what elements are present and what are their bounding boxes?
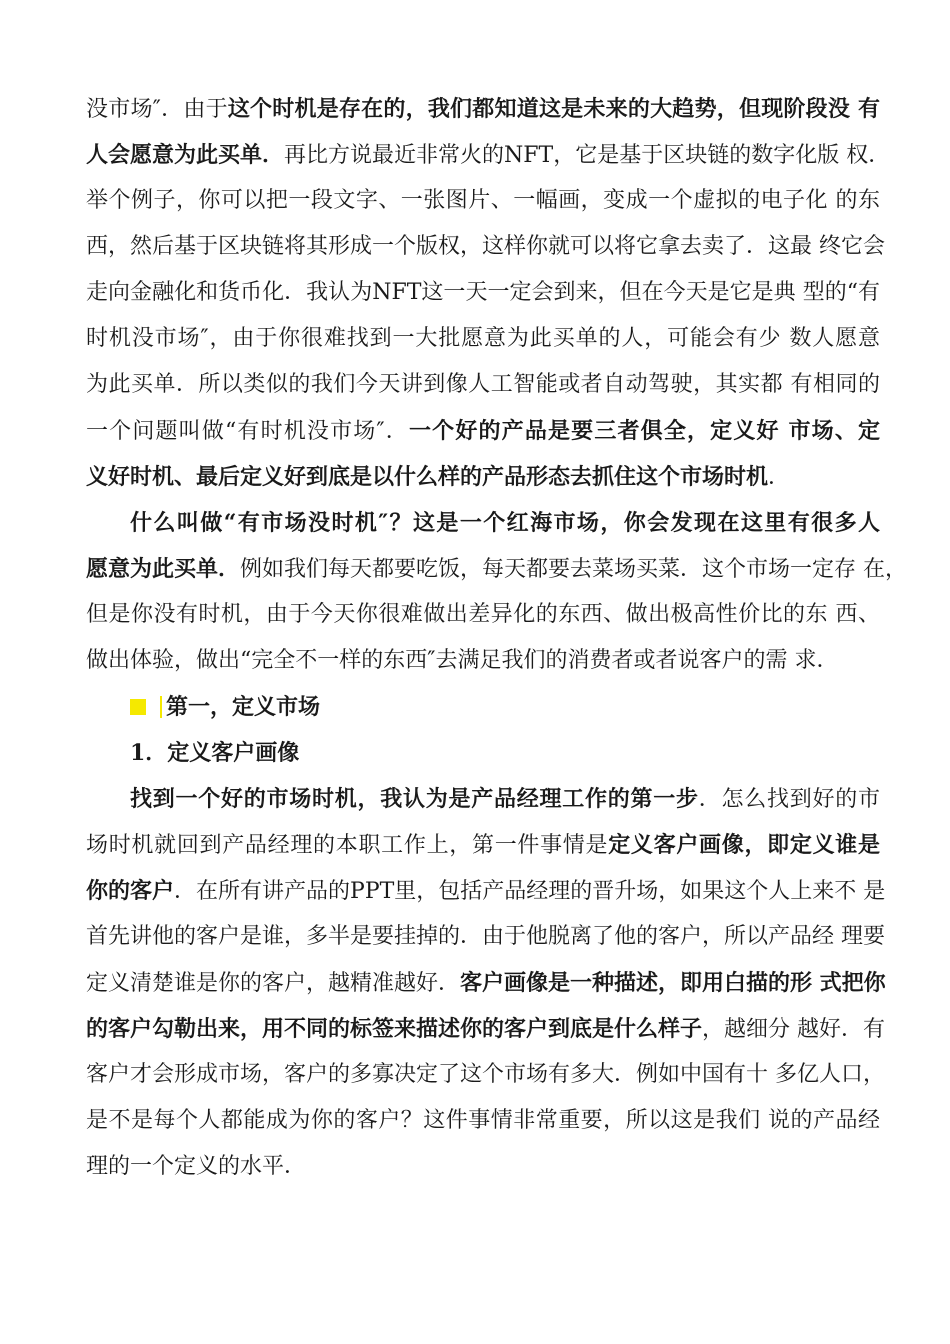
- section-heading-text: 第一，定义市场: [166, 694, 321, 720]
- text-line: 的客户勾勒出来，用不同的标签来描述你的客户到底是什么样子，越细分 越好．有: [86, 1016, 886, 1042]
- yellow-square-icon: [130, 699, 146, 715]
- text-line: 场时机就回到产品经理的本职工作上，第一件事情是定义客户画像，即定义谁是: [86, 832, 880, 858]
- text-line: 时机没市场″，由于你很难找到一大批愿意为此买单的人，可能会有少 数人愿意: [86, 326, 880, 351]
- text-line: 走向金融化和货币化．我认为NFT这一天一定会到来，但在今天是它是典 型的“有: [86, 280, 880, 305]
- text-line: 没市场″．由于这个时机是存在的，我们都知道这是未来的大趋势，但现阶段没 有: [86, 96, 880, 122]
- text-line: 你的客户．在所有讲产品的PPT里，包括产品经理的晋升场，如果这个人上来不 是: [86, 878, 886, 904]
- document-page: [86, 86, 908, 1190]
- yellow-bar-icon: [160, 696, 162, 718]
- text-line: 人会愿意为此买单．再比方说最近非常火的NFT，它是基于区块链的数字化版 权．: [86, 142, 891, 168]
- text-line: 首先讲他的客户是谁，多半是要挂掉的．由于他脱离了他的客户，所以产品经 理要: [86, 924, 885, 949]
- text-line: 客户才会形成市场，客户的多寡决定了这个市场有多大．例如中国有十 多亿人口，: [86, 1062, 885, 1087]
- text-line: 义好时机、最后定义好到底是以什么样的产品形态去抓住这个市场时机．: [86, 464, 791, 490]
- text-line: 为此买单．所以类似的我们今天讲到像人工智能或者自动驾驶，其实都 有相同的: [86, 372, 880, 397]
- text-line: 理的一个定义的水平．: [86, 1154, 307, 1179]
- text-line: 但是你没有时机，由于今天你很难做出差异化的东西、做出极高性价比的东 西、: [86, 602, 880, 627]
- text-line: 定义清楚谁是你的客户，越精准越好．客户画像是一种描述，即用白描的形 式把你: [86, 970, 886, 996]
- text-line: 一个问题叫做“有时机没市场″．一个好的产品是要三者俱全，定义好 市场、定: [86, 418, 880, 444]
- subsection-heading-text: 1．定义客户画像: [130, 740, 300, 766]
- text-line: 是不是每个人都能成为你的客户？这件事情非常重要，所以这是我们 说的产品经: [86, 1108, 880, 1133]
- text-line: 找到一个好的市场时机，我认为是产品经理工作的第一步．怎么找到好的市: [130, 786, 880, 812]
- text-line: 举个例子，你可以把一段文字、一张图片、一幅画，变成一个虚拟的电子化 的东: [86, 188, 880, 213]
- text-line: 什么叫做“有市场没时机″？这是一个红海市场，你会发现在这里有很多人: [130, 510, 880, 536]
- text-line: 愿意为此买单．例如我们每天都要吃饭，每天都要去菜场买菜．这个市场一定存 在，: [86, 556, 908, 582]
- subsection-heading: [86, 730, 880, 776]
- text-line: 做出体验，做出“完全不一样的东西″去满足我们的消费者或者说客户的需 求．: [86, 648, 839, 673]
- section-heading: [86, 684, 880, 730]
- text-line: 西，然后基于区块链将其形成一个版权，这样你就可以将它拿去卖了．这最 终它会: [86, 234, 885, 259]
